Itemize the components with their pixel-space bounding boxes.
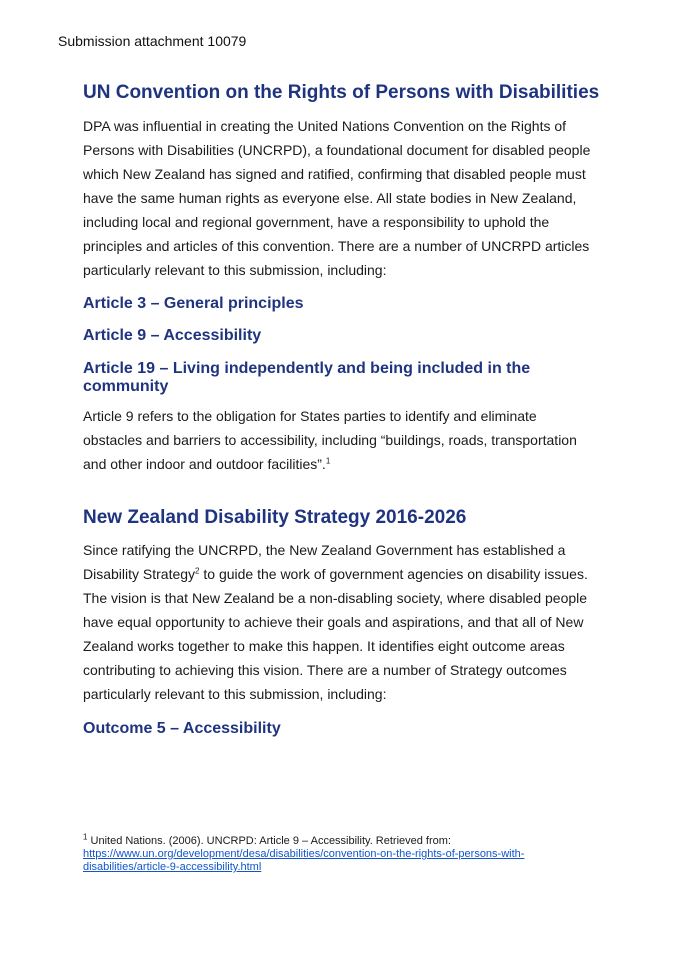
footnote-1-text: United Nations. (2006). UNCRPD: Article 9 – Accessibility. Retrieved from: (87, 835, 451, 847)
footnote-1-link[interactable]: https://www.un.org/development/desa/disabilities/convention-on-the-rights-of-persons-with-disabilities/article-9-accessibility.html (83, 848, 525, 873)
article-19-heading: Article 19 – Living independently and being included in the community (83, 360, 531, 395)
footnote-ref-2[interactable]: 2 (195, 566, 200, 576)
article-9-heading: Article 9 – Accessibility (83, 327, 262, 344)
footnote-1-citation (83, 832, 593, 848)
page-header-label: Submission attachment 10079 (58, 33, 247, 49)
uncrpd-intro-paragraph: DPA was influential in creating the United Nations Convention on the Rights of Persons with Disabilities (UNCRPD), a foundational document for disabled people which New Zealand has signed and ratified, confirming that disabled people must have the same human rights as everyone else. All state bodies in New Zealand, including local and regional government, have a responsibility to uphold the principles and articles of this convention. There are a number of UNCRPD articles particularly relevant to this submission, including: (83, 118, 591, 278)
article-9-text: Article 9 refers to the obligation for States parties to identify and eliminate obstacles and barriers to accessibility, including “buildings, roads, transportation and other indoor and outdoor facilities”. (83, 408, 577, 472)
strategy-text-start: Since ratifying the UNCRPD, the New Zealand Government has established a Disability Strategy (83, 542, 566, 582)
footnote-1-number: 1 (83, 832, 88, 842)
article-9-paragraph (83, 404, 593, 476)
outcome-5-heading: Outcome 5 – Accessibility (83, 720, 281, 737)
footnote-1 (83, 832, 593, 874)
section-title-uncrpd: UN Convention on the Rights of Persons with Disabilities (83, 82, 600, 103)
strategy-text-end: to guide the work of government agencies on disability issues. The vision is that New Zealand be a non-disabling society, where disabled people have equal opportunity to achieve their goals and aspirations, and that all of New Zealand works together to make this happen. It identifies eight outcome areas contributing to achieving this vision. There are a number of Strategy outcomes particularly relevant to this submission, including: (83, 566, 588, 702)
article-3-heading: Article 3 – General principles (83, 295, 304, 312)
strategy-paragraph (83, 538, 593, 706)
footnote-ref-1[interactable]: 1 (325, 456, 331, 466)
section-title-strategy: New Zealand Disability Strategy 2016-2026 (83, 507, 467, 528)
